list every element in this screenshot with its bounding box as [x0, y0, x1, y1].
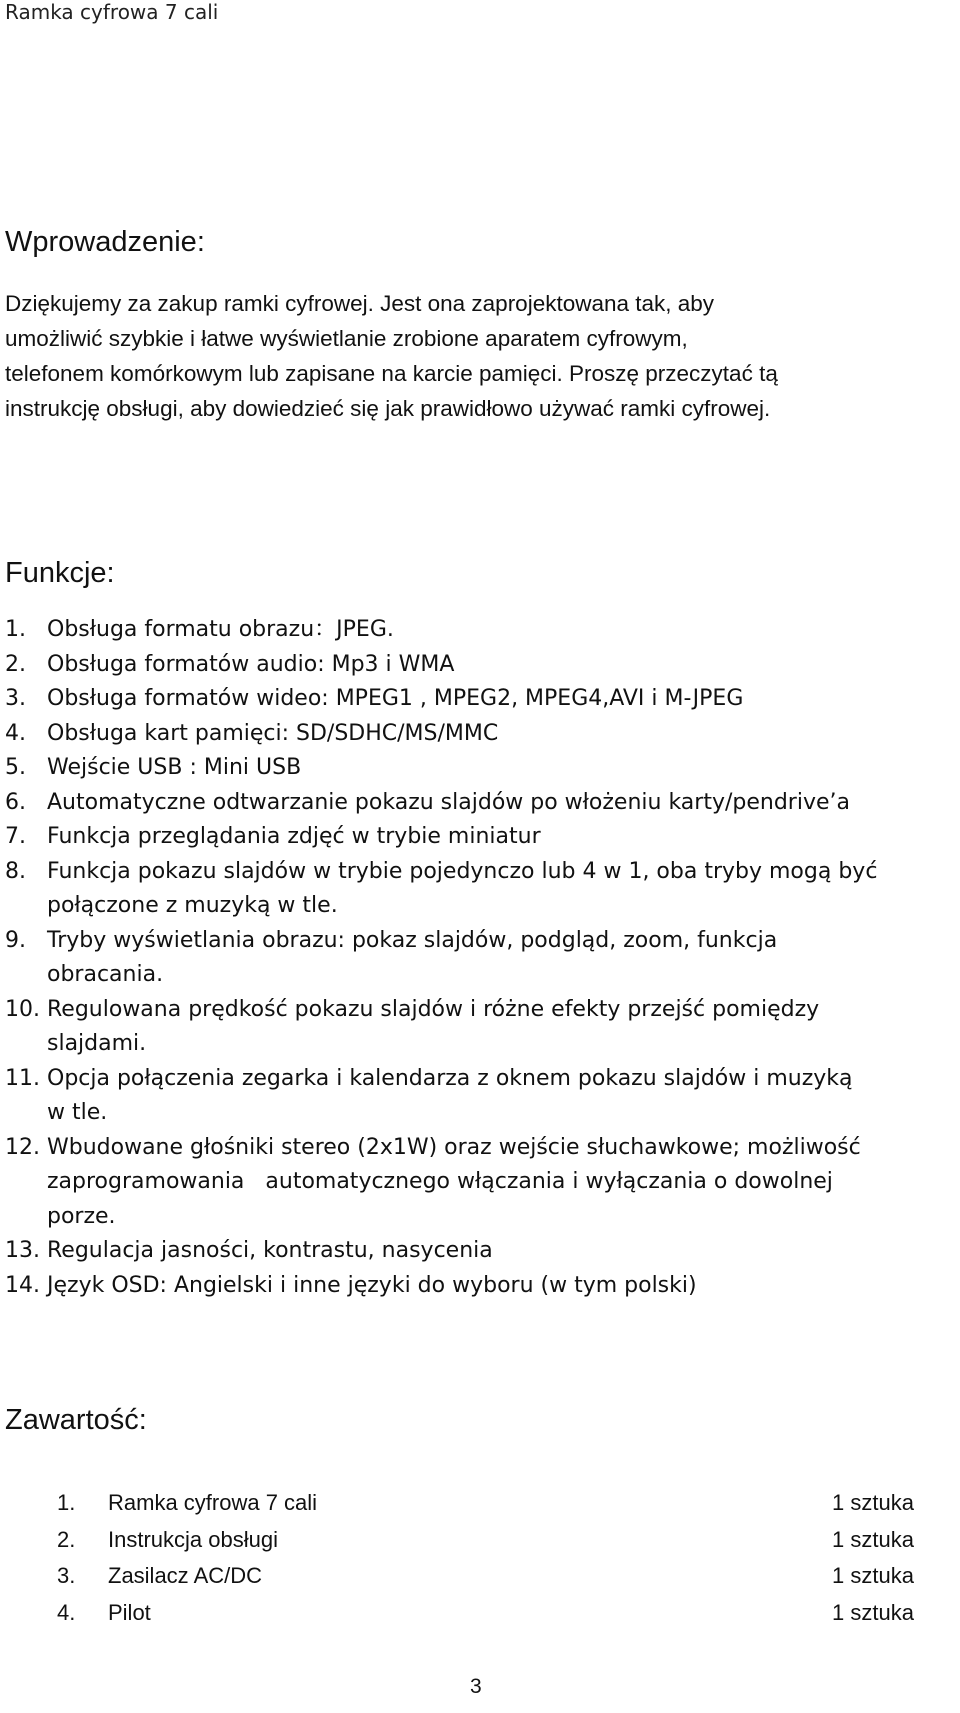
feature-line: Regulowana prędkość pokazu slajdów i różne efekty przejść pomiędzy	[47, 996, 820, 1022]
contents-number: 1.	[57, 1490, 76, 1515]
feature-text	[47, 855, 955, 924]
feature-number: 8.	[5, 858, 26, 884]
feature-item	[5, 648, 955, 683]
features-heading: Funkcje:	[5, 557, 115, 589]
feature-line: porze.	[47, 1203, 116, 1229]
feature-number: 3.	[5, 686, 26, 711]
contents-quantity: 1 sztuka	[832, 1490, 914, 1515]
intro-line: umożliwić szybkie i łatwe wyświetlanie zrobione aparatem cyfrowym,	[5, 326, 688, 351]
feature-number: 4.	[5, 720, 26, 746]
feature-item	[5, 924, 955, 993]
contents-item	[57, 1485, 937, 1522]
feature-text	[47, 613, 955, 648]
contents-item	[57, 1522, 937, 1559]
feature-number: 2.	[5, 651, 26, 677]
contents-quantity: 1 sztuka	[832, 1599, 914, 1625]
feature-line: Obsługa formatu obrazu：JPEG.	[47, 617, 394, 642]
intro-line: instrukcję obsługi, aby dowiedzieć się jak prawidłowo używać ramki cyfrowej.	[5, 396, 771, 421]
feature-line: slajdami.	[47, 1031, 147, 1056]
feature-text	[47, 786, 955, 821]
page-number: 3	[470, 1675, 482, 1698]
feature-item	[5, 993, 955, 1062]
feature-line: połączone z muzyką w tle.	[47, 893, 338, 918]
feature-line: Automatyczne odtwarzanie pokazu slajdów po włożeniu karty/pendrive’a	[47, 789, 850, 815]
intro-paragraph	[5, 286, 955, 426]
feature-line: Obsługa kart pamięci: SD/SDHC/MS/MMC	[47, 720, 499, 746]
contents-quantity: 1 sztuka	[832, 1563, 914, 1588]
feature-text	[47, 1269, 955, 1304]
feature-text	[47, 1234, 955, 1269]
feature-text	[47, 1062, 955, 1131]
feature-text	[47, 1131, 955, 1235]
intro-line: Dziękujemy za zakup ramki cyfrowej. Jest ona zaprojektowana tak, aby	[5, 291, 715, 316]
intro-line: telefonem komórkowym lub zapisane na karcie pamięci. Proszę przeczytać tą	[5, 361, 778, 386]
contents-number: 4.	[57, 1599, 76, 1625]
feature-text	[47, 924, 955, 993]
intro-heading: Wprowadzenie:	[5, 226, 205, 258]
feature-item	[5, 682, 955, 717]
contents-quantity: 1 sztuka	[832, 1526, 914, 1552]
feature-line: Funkcja przeglądania zdjęć w trybie miniatur	[47, 824, 541, 849]
feature-number: 1.	[5, 617, 26, 642]
feature-number: 9.	[5, 927, 26, 953]
feature-line: Obsługa formatów audio: Mp3 i WMA	[47, 651, 455, 677]
feature-item	[5, 1234, 955, 1269]
feature-item	[5, 820, 955, 855]
feature-text	[47, 751, 955, 786]
feature-item	[5, 786, 955, 821]
feature-line: Regulacja jasności, kontrastu, nasycenia	[47, 1238, 493, 1263]
features-list	[5, 613, 955, 1303]
feature-number: 10.	[5, 996, 40, 1022]
feature-number: 13.	[5, 1238, 40, 1263]
feature-line: Tryby wyświetlania obrazu: pokaz slajdów, podgląd, zoom, funkcja	[47, 927, 778, 953]
feature-item	[5, 1131, 955, 1235]
contents-heading: Zawartość:	[5, 1404, 147, 1436]
feature-number: 7.	[5, 824, 26, 849]
contents-item	[57, 1595, 937, 1632]
contents-name: Pilot	[108, 1599, 151, 1625]
feature-line: Wejście USB : Mini USB	[47, 755, 302, 780]
contents-number: 2.	[57, 1526, 76, 1552]
feature-item	[5, 1062, 955, 1131]
feature-line: w tle.	[47, 1100, 108, 1125]
feature-item	[5, 751, 955, 786]
feature-text	[47, 717, 955, 752]
feature-line: Wbudowane głośniki stereo (2x1W) oraz wejście słuchawkowe; możliwość	[47, 1134, 861, 1160]
feature-text	[47, 820, 955, 855]
contents-name: Instrukcja obsługi	[108, 1526, 278, 1552]
feature-number: 6.	[5, 789, 26, 815]
feature-text	[47, 682, 955, 717]
feature-number: 12.	[5, 1134, 40, 1160]
feature-line: Obsługa formatów wideo: MPEG1 , MPEG2, MPEG4,AVI i M-JPEG	[47, 686, 744, 711]
feature-line: zaprogramowania automatycznego włączania i wyłączania o dowolnej	[47, 1169, 833, 1194]
contents-name: Zasilacz AC/DC	[108, 1563, 263, 1588]
feature-line: Funkcja pokazu slajdów w trybie pojedynczo lub 4 w 1, oba tryby mogą być	[47, 858, 878, 884]
feature-line: obracania.	[47, 962, 164, 987]
feature-text	[47, 993, 955, 1062]
feature-number: 5.	[5, 755, 26, 780]
contents-name: Ramka cyfrowa 7 cali	[108, 1490, 318, 1515]
feature-number: 11.	[5, 1065, 40, 1091]
document-header-title: Ramka cyfrowa 7 cali	[5, 0, 219, 24]
feature-text	[47, 648, 955, 683]
feature-line: Opcja połączenia zegarka i kalendarza z oknem pokazu slajdów i muzyką	[47, 1065, 853, 1091]
feature-line: Język OSD: Angielski i inne języki do wyboru (w tym polski)	[47, 1272, 697, 1298]
feature-item	[5, 855, 955, 924]
feature-number: 14.	[5, 1272, 40, 1298]
contents-list	[57, 1485, 937, 1631]
feature-item	[5, 717, 955, 752]
feature-item	[5, 613, 955, 648]
feature-item	[5, 1269, 955, 1304]
contents-item	[57, 1558, 937, 1595]
contents-number: 3.	[57, 1563, 76, 1588]
